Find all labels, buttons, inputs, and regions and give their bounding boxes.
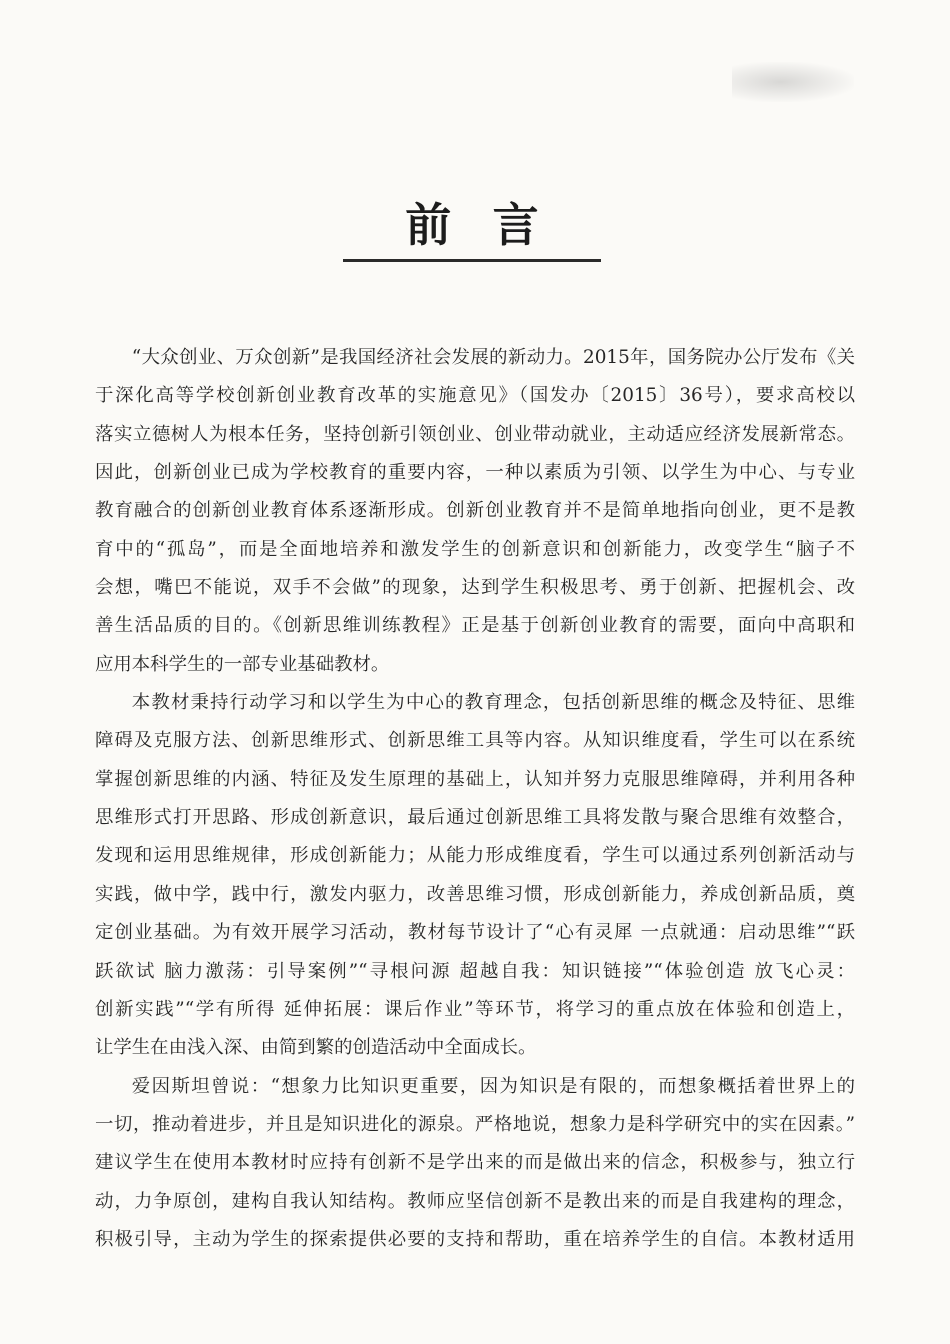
text-line: 爱因斯坦曾说：“想象力比知识更重要，因为知识是有限的，而想象概括着世界上的 bbox=[131, 1075, 855, 1097]
paragraph-2 bbox=[95, 684, 855, 1067]
text-line: “大众创业、万众创新”是我国经济社会发展的新动力。2015年，国务院办公厅发布《关 bbox=[131, 347, 855, 368]
preface-body bbox=[95, 339, 855, 1259]
paragraph-3 bbox=[95, 1068, 855, 1260]
text-line: 善生活品质的目的。《创新思维训练教程》正是基于创新创业教育的需要，面向中高职和 bbox=[95, 615, 855, 637]
text-line: 掌握创新思维的内涵、特征及发生原理的基础上，认知并努力克服思维障碍，并利用各种 bbox=[95, 768, 855, 790]
text-line: 定创业基础。为有效开展学习活动，教材每节设计了“心有灵犀 一点就通：启动思维”“跃 bbox=[95, 922, 855, 944]
scan-smudge bbox=[732, 62, 854, 102]
text-line: 因此，创新创业已成为学校教育的重要内容，一种以素质为引领、以学生为中心、与专业 bbox=[95, 462, 855, 484]
text-line: 动，力争原创，建构自我认知结构。教师应坚信创新不是教出来的而是自我建构的理念， bbox=[95, 1190, 855, 1212]
text-line: 落实立德树人为根本任务，坚持创新引领创业、创业带动就业，主动适应经济发展新常态。 bbox=[95, 423, 855, 445]
text-line: 障碍及克服方法、创新思维形式、创新思维工具等内容。从知识维度看，学生可以在系统 bbox=[95, 730, 855, 752]
text-line: 育中的“孤岛”，而是全面地培养和激发学生的创新意识和创新能力，改变学生“脑子不 bbox=[95, 538, 855, 560]
text-line: 于深化高等学校创新创业教育改革的实施意见》（国发办〔2015〕36号），要求高校以 bbox=[95, 385, 855, 407]
text-line: 应用本科学生的一部专业基础教材。 bbox=[95, 653, 390, 675]
text-line: 跃欲试 脑力激荡：引导案例”“寻根问源 超越自我：知识链接”“体验创造 放飞心灵： bbox=[95, 960, 855, 982]
text-line: 本教材秉持行动学习和以学生为中心的教育理念，包括创新思维的概念及特征、思维 bbox=[131, 692, 855, 714]
text-line: 创新实践”“学有所得 延伸拓展：课后作业”等环节，将学习的重点放在体验和创造上， bbox=[95, 998, 855, 1020]
text-line: 让学生在由浅入深、由简到繁的创造活动中全面成长。 bbox=[95, 1037, 537, 1059]
paragraph-1 bbox=[95, 339, 855, 684]
text-line: 建议学生在使用本教材时应持有创新不是学出来的而是做出来的信念，积极参与，独立行 bbox=[95, 1152, 855, 1174]
text-line: 思维形式打开思路、形成创新意识，最后通过创新思维工具将发散与聚合思维有效整合， bbox=[95, 807, 855, 829]
text-line: 积极引导，主动为学生的探索提供必要的支持和帮助，重在培养学生的自信。本教材适用 bbox=[95, 1228, 855, 1250]
text-line: 一切，推动着进步，并且是知识进化的源泉。严格地说，想象力是科学研究中的实在因素。” bbox=[95, 1113, 855, 1135]
title-underline bbox=[343, 259, 601, 262]
page-title: 前言 bbox=[405, 198, 581, 252]
text-line: 发现和运用思维规律，形成创新能力；从能力形成维度看，学生可以通过系列创新活动与 bbox=[95, 845, 855, 867]
text-line: 教育融合的创新创业教育体系逐渐形成。创新创业教育并不是简单地指向创业，更不是教 bbox=[95, 500, 855, 522]
text-line: 实践，做中学，践中行，激发内驱力，改善思维习惯，形成创新能力，养成创新品质，奠 bbox=[95, 883, 855, 905]
text-line: 会想，嘴巴不能说，双手不会做”的现象，达到学生积极思考、勇于创新、把握机会、改 bbox=[95, 577, 855, 599]
